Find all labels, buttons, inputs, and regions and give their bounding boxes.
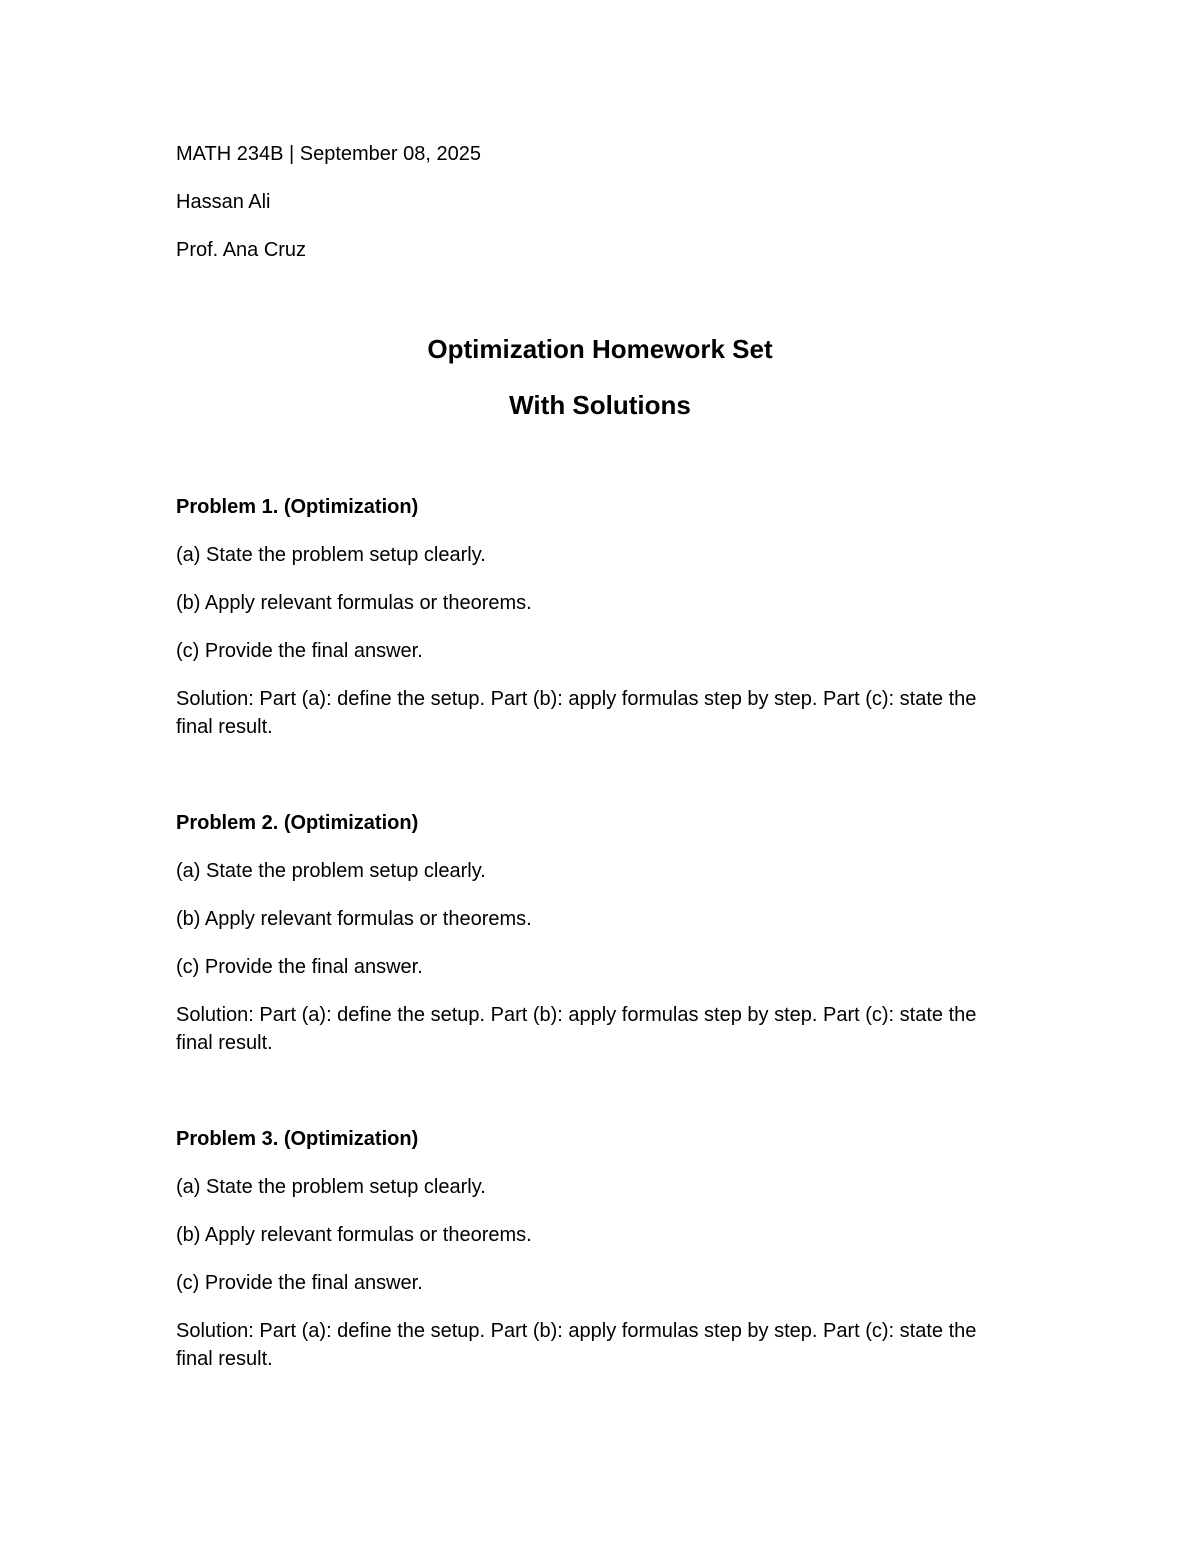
document-title: Optimization Homework Set [427, 334, 773, 364]
problem-part-a: (a) State the problem setup clearly. [176, 544, 486, 566]
professor-name: Prof. Ana Cruz [176, 239, 307, 261]
problem-heading: Problem 3. (Optimization) [176, 1128, 419, 1150]
problem-part-c: (c) Provide the final answer. [176, 1272, 423, 1294]
problem-solution: Solution: Part (a): define the setup. Part (b): apply formulas step by step. Part (c): state the final result. [176, 688, 977, 738]
problem-solution: Solution: Part (a): define the setup. Part (b): apply formulas step by step. Part (c): state the final result. [176, 1320, 977, 1370]
course-date-line: MATH 234B | September 08, 2025 [176, 143, 481, 165]
problem-heading: Problem 1. (Optimization) [176, 496, 419, 518]
problem-part-b: (b) Apply relevant formulas or theorems. [176, 1224, 532, 1246]
problem-heading: Problem 2. (Optimization) [176, 812, 419, 834]
problem-part-a: (a) State the problem setup clearly. [176, 1176, 486, 1198]
student-name: Hassan Ali [176, 191, 271, 213]
problem-solution: Solution: Part (a): define the setup. Part (b): apply formulas step by step. Part (c): state the final result. [176, 1004, 977, 1054]
problem-part-c: (c) Provide the final answer. [176, 956, 423, 978]
problem-1 [176, 493, 1016, 753]
problem-part-b: (b) Apply relevant formulas or theorems. [176, 592, 532, 614]
document-subtitle: With Solutions [509, 390, 691, 420]
problem-part-c: (c) Provide the final answer. [176, 640, 423, 662]
problem-part-b: (b) Apply relevant formulas or theorems. [176, 908, 532, 930]
problem-3 [176, 1125, 1016, 1385]
problem-2 [176, 809, 1016, 1069]
problem-part-a: (a) State the problem setup clearly. [176, 860, 486, 882]
